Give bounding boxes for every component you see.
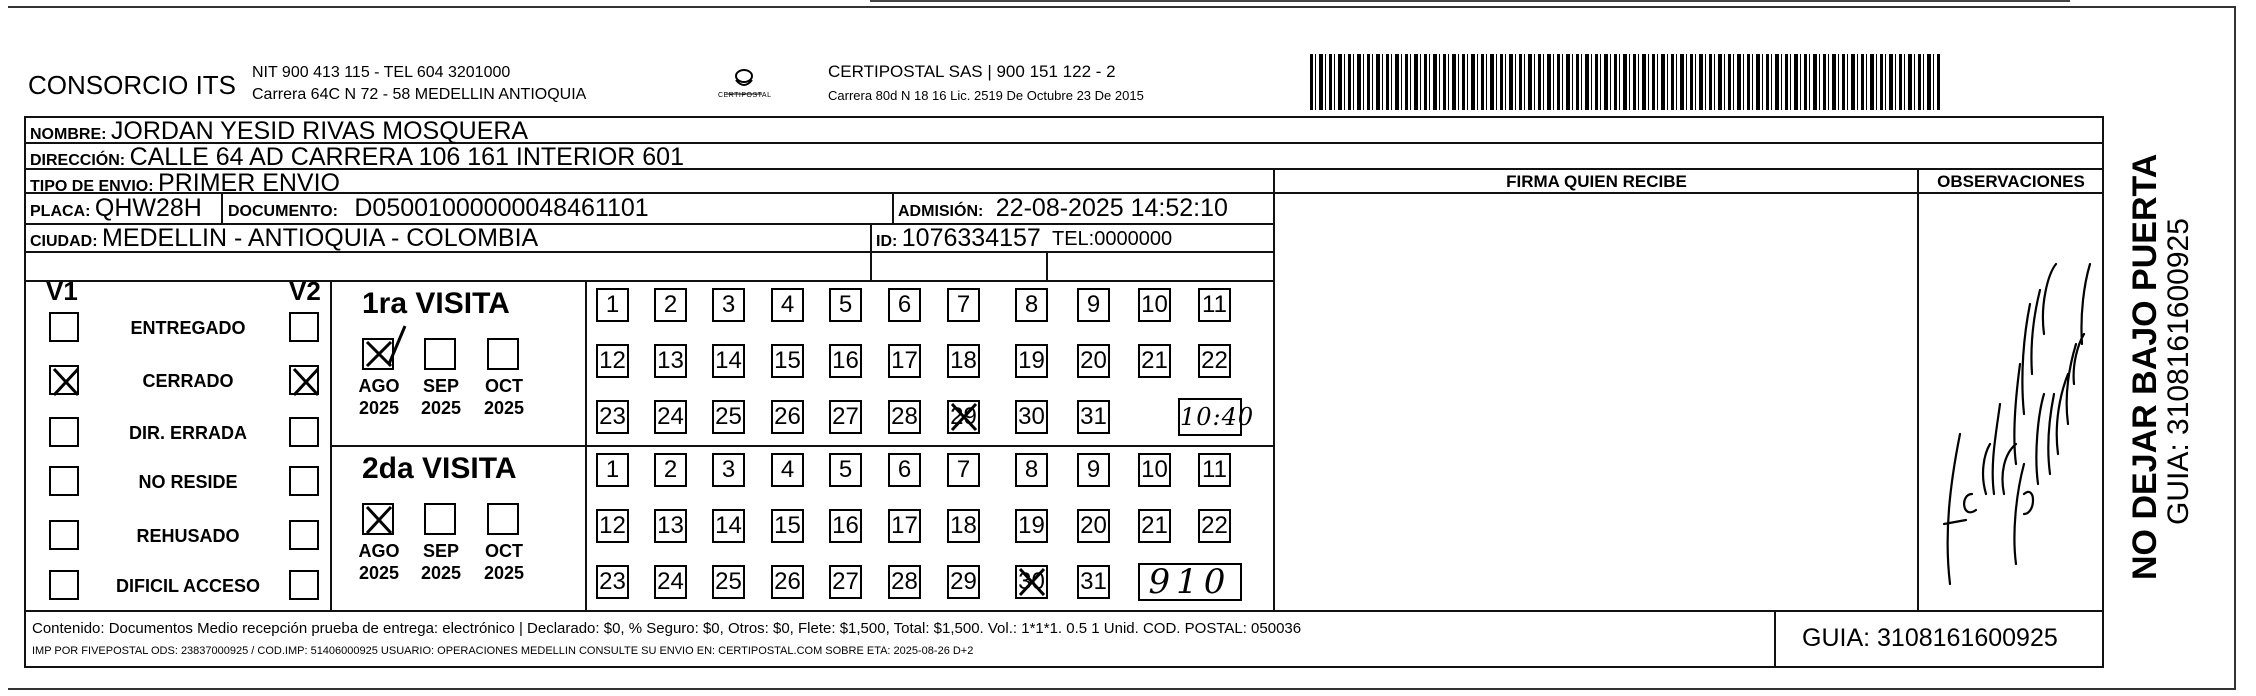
status-label: REHUSADO — [136, 526, 240, 546]
day-box[interactable] — [712, 453, 745, 487]
day-number: 3 — [721, 456, 736, 483]
day-number: 26 — [774, 568, 801, 595]
month-label: AGO — [358, 541, 400, 561]
day-number: 17 — [891, 512, 918, 539]
day-box[interactable] — [1015, 288, 1048, 322]
day-number: 22 — [1201, 347, 1228, 374]
day-box[interactable] — [829, 565, 862, 599]
visit-title: 1ra VISITA — [362, 287, 510, 320]
side-warning: NO DEJAR BAJO PUERTA — [2126, 153, 2164, 580]
signature-area[interactable] — [1276, 194, 1916, 610]
month-checkbox-sep[interactable] — [424, 338, 456, 370]
v2-checkbox[interactable] — [289, 365, 319, 395]
day-number: 3 — [721, 291, 736, 318]
observaciones-header: OBSERVACIONES — [1937, 172, 2085, 191]
day-box[interactable] — [888, 509, 921, 543]
day-number: 19 — [1018, 347, 1045, 374]
day-box[interactable] — [947, 453, 980, 487]
day-box[interactable] — [1077, 344, 1110, 378]
v1-checkbox[interactable] — [49, 312, 79, 342]
day-number: 23 — [599, 403, 626, 430]
day-number: 17 — [891, 347, 918, 374]
day-box[interactable] — [596, 344, 629, 378]
day-number: 12 — [599, 347, 626, 374]
day-number: 29 — [950, 403, 977, 430]
logo-text: CERTIPOSTAL — [718, 92, 772, 99]
day-number: 21 — [1141, 347, 1168, 374]
day-box[interactable] — [1077, 400, 1110, 434]
v2-checkbox[interactable] — [289, 570, 319, 600]
day-box[interactable] — [947, 565, 980, 599]
day-box[interactable] — [1077, 288, 1110, 322]
day-number: 9 — [1086, 456, 1101, 483]
month-label: OCT — [485, 541, 523, 561]
v2-checkbox[interactable] — [289, 520, 319, 550]
day-box[interactable] — [654, 509, 687, 543]
day-number: 4 — [780, 291, 795, 318]
day-number: 18 — [950, 512, 977, 539]
x-mark-icon — [288, 363, 324, 401]
day-box[interactable] — [712, 509, 745, 543]
day-number: 16 — [832, 347, 859, 374]
day-box[interactable] — [596, 453, 629, 487]
v1-checkbox[interactable] — [49, 417, 79, 447]
direccion-row — [30, 143, 684, 172]
id-label: ID: — [876, 233, 898, 250]
day-box[interactable] — [654, 565, 687, 599]
day-number: 26 — [774, 403, 801, 430]
day-number: 6 — [897, 291, 912, 318]
v2-checkbox[interactable] — [289, 312, 319, 342]
day-box[interactable] — [1138, 344, 1171, 378]
month-year: 2025 — [358, 398, 400, 418]
day-box[interactable] — [596, 288, 629, 322]
day-box[interactable] — [596, 400, 629, 434]
v1-checkbox[interactable] — [49, 365, 79, 395]
day-number: 20 — [1080, 512, 1107, 539]
day-number: 30 — [1018, 568, 1045, 595]
carrier-line1: CERTIPOSTAL SAS | 900 151 122 - 2 — [828, 62, 1116, 81]
month-year: 2025 — [483, 398, 525, 418]
day-number: 27 — [832, 403, 859, 430]
v1-header: V1 — [46, 276, 78, 306]
day-number: 1 — [605, 456, 620, 483]
firma-header: FIRMA QUIEN RECIBE — [1506, 172, 1687, 191]
day-box[interactable] — [829, 453, 862, 487]
status-label: DIFICIL ACCESO — [115, 576, 260, 596]
month-label: AGO — [358, 376, 400, 396]
day-box[interactable] — [1077, 453, 1110, 487]
day-box[interactable] — [654, 400, 687, 434]
day-box[interactable] — [654, 344, 687, 378]
checkmark-icon — [361, 324, 397, 374]
day-number: 21 — [1141, 512, 1168, 539]
day-number: 31 — [1080, 403, 1107, 430]
day-number: 18 — [950, 347, 977, 374]
day-box[interactable] — [829, 400, 862, 434]
day-box[interactable] — [771, 344, 804, 378]
side-guia: GUIA: 3108161600925 — [2162, 218, 2195, 525]
admision-value: 22-08-2025 14:52:10 — [995, 194, 1228, 222]
day-box[interactable] — [1138, 288, 1171, 322]
v2-checkbox[interactable] — [289, 466, 319, 496]
day-number: 8 — [1024, 291, 1039, 318]
day-box[interactable] — [654, 453, 687, 487]
day-number: 1 — [605, 291, 620, 318]
month-year: 2025 — [420, 398, 462, 418]
day-number: 24 — [657, 403, 684, 430]
placa-label: PLACA: — [30, 203, 91, 220]
day-box[interactable] — [654, 288, 687, 322]
day-box[interactable] — [1198, 288, 1231, 322]
day-number: 16 — [832, 512, 859, 539]
day-box[interactable] — [1198, 509, 1231, 543]
day-number: 22 — [1201, 512, 1228, 539]
footer-line2: IMP POR FIVEPOSTAL ODS: 23837000925 / COD.IMP: 51406000925 USUARIO: OPERACIONES MEDELLIN CONSULTE SU ENVIO EN: CERTIPOSTAL.COM SOBRE ETA: 2025-08-26 D+2 — [32, 645, 974, 657]
day-number: 31 — [1080, 568, 1107, 595]
day-box[interactable] — [829, 344, 862, 378]
tel-label: TEL: — [1052, 228, 1095, 250]
day-number: 10 — [1141, 291, 1168, 318]
day-number: 15 — [774, 512, 801, 539]
company-line1: NIT 900 413 115 - TEL 604 3201000 — [252, 64, 511, 81]
id-field — [876, 224, 1041, 253]
day-box[interactable] — [1138, 453, 1171, 487]
day-number: 7 — [956, 291, 971, 318]
day-box[interactable] — [947, 509, 980, 543]
barcode — [1310, 54, 1940, 110]
month-year: 2025 — [420, 563, 462, 583]
company-line2: Carrera 64C N 72 - 58 MEDELLIN ANTIOQUIA — [252, 86, 587, 103]
nombre-row — [30, 117, 528, 146]
admision-label: ADMISIÓN: — [898, 203, 984, 220]
day-number: 28 — [891, 568, 918, 595]
x-mark-icon — [946, 398, 982, 436]
day-box[interactable] — [1015, 344, 1048, 378]
day-box[interactable] — [947, 288, 980, 322]
day-number: 23 — [599, 568, 626, 595]
day-number: 5 — [838, 456, 853, 483]
day-box[interactable] — [771, 509, 804, 543]
tipo-label: TIPO DE ENVIO: — [30, 178, 154, 195]
observaciones-area[interactable] — [1920, 194, 2102, 610]
day-box[interactable] — [888, 400, 921, 434]
day-box[interactable] — [771, 400, 804, 434]
x-mark-icon — [48, 363, 84, 401]
day-box[interactable] — [1198, 453, 1231, 487]
ciudad-row — [30, 224, 538, 253]
day-number: 5 — [838, 291, 853, 318]
placa-value: QHW28H — [94, 194, 202, 222]
month-label: OCT — [485, 376, 523, 396]
day-number: 11 — [1202, 291, 1227, 318]
month-checkbox-ago[interactable] — [362, 503, 394, 535]
day-box[interactable] — [771, 565, 804, 599]
day-box[interactable] — [1077, 565, 1110, 599]
day-box[interactable] — [947, 400, 980, 434]
nombre-value: JORDAN YESID RIVAS MOSQUERA — [110, 117, 529, 145]
tipo-value: PRIMER ENVIO — [158, 169, 341, 197]
tel-value: 0000000 — [1094, 228, 1173, 250]
day-number: 24 — [657, 568, 684, 595]
day-box[interactable] — [1015, 400, 1048, 434]
day-number: 4 — [780, 456, 795, 483]
day-box[interactable] — [1138, 509, 1171, 543]
day-number: 20 — [1080, 347, 1107, 374]
day-number: 10 — [1141, 456, 1168, 483]
day-number: 25 — [715, 403, 742, 430]
day-number: 28 — [891, 403, 918, 430]
day-number: 2 — [663, 456, 678, 483]
nombre-label: NOMBRE: — [30, 126, 107, 143]
day-box[interactable] — [888, 344, 921, 378]
month-checkbox-sep[interactable] — [424, 503, 456, 535]
day-box[interactable] — [1015, 453, 1048, 487]
day-box[interactable] — [771, 288, 804, 322]
status-label: DIR. ERRADA — [128, 423, 247, 443]
visit-time-handwritten[interactable]: 10:40 — [1178, 398, 1242, 436]
v1-checkbox[interactable] — [49, 570, 79, 600]
day-number: 12 — [599, 512, 626, 539]
direccion-label: DIRECCIÓN: — [30, 152, 126, 169]
id-value: 1076334157 — [901, 224, 1041, 252]
v2-header: V2 — [289, 276, 321, 306]
day-number: 15 — [774, 347, 801, 374]
day-box[interactable] — [712, 400, 745, 434]
day-number: 29 — [950, 568, 977, 595]
day-number: 11 — [1202, 456, 1227, 483]
carrier-logo — [712, 64, 776, 104]
day-box[interactable] — [888, 565, 921, 599]
day-box[interactable] — [947, 344, 980, 378]
v1-checkbox[interactable] — [49, 520, 79, 550]
day-box[interactable] — [712, 344, 745, 378]
day-box[interactable] — [596, 565, 629, 599]
day-number: 13 — [657, 512, 684, 539]
day-number: 27 — [832, 568, 859, 595]
month-label: SEP — [422, 376, 460, 396]
status-label: ENTREGADO — [130, 318, 246, 338]
day-number: 30 — [1018, 403, 1045, 430]
day-box[interactable] — [829, 288, 862, 322]
status-label: CERRADO — [142, 371, 234, 391]
observaciones-handwriting — [1920, 194, 2102, 610]
documento-value: D05001000000048461101 — [354, 194, 649, 222]
day-box[interactable] — [1077, 509, 1110, 543]
footer-line1: Contenido: Documentos Medio recepción prueba de entrega: electrónico | Declarado: $0, % Seguro: $0, Otros: $0, Flete: $1,500, Total: $1,500. Vol.: 1*1*1. 0.5 1 Unid. COD. POSTAL: 050036 — [32, 620, 1302, 637]
day-box[interactable] — [712, 288, 745, 322]
top-fold-line — [870, 0, 2070, 2]
day-number: 2 — [663, 291, 678, 318]
month-checkbox-ago[interactable] — [362, 338, 394, 370]
x-mark-icon — [1014, 563, 1050, 601]
day-number: 6 — [897, 456, 912, 483]
ciudad-value: MEDELLIN - ANTIOQUIA - COLOMBIA — [102, 224, 539, 252]
day-box[interactable] — [1015, 509, 1048, 543]
month-checkbox-oct[interactable] — [487, 503, 519, 535]
tel-field — [1052, 228, 1172, 251]
placa-field — [30, 194, 202, 223]
v2-checkbox[interactable] — [289, 417, 319, 447]
month-year: 2025 — [358, 563, 400, 583]
day-number: 14 — [715, 512, 742, 539]
visit-time-handwritten[interactable]: 910 — [1138, 563, 1242, 601]
carrier-line2: Carrera 80d N 18 16 Lic. 2519 De Octubre 23 De 2015 — [828, 88, 1144, 103]
day-box[interactable] — [1198, 344, 1231, 378]
day-box[interactable] — [596, 509, 629, 543]
day-number: 7 — [956, 456, 971, 483]
documento-field — [228, 194, 649, 223]
documento-label: DOCUMENTO: — [228, 203, 338, 220]
status-label: NO RESIDE — [138, 472, 238, 492]
day-box[interactable] — [1015, 565, 1048, 599]
day-number: 14 — [715, 347, 742, 374]
month-year: 2025 — [483, 563, 525, 583]
day-box[interactable] — [829, 509, 862, 543]
ciudad-label: CIUDAD: — [30, 233, 98, 250]
x-mark-icon — [361, 501, 397, 539]
footer-guia: GUIA: 3108161600925 — [1802, 624, 2058, 652]
day-number: 19 — [1018, 512, 1045, 539]
day-number: 25 — [715, 568, 742, 595]
day-number: 9 — [1086, 291, 1101, 318]
month-checkbox-oct[interactable] — [487, 338, 519, 370]
visit-title: 2da VISITA — [362, 452, 517, 485]
day-box[interactable] — [888, 453, 921, 487]
direccion-value: CALLE 64 AD CARRERA 106 161 INTERIOR 601 — [129, 143, 684, 171]
v1-checkbox[interactable] — [49, 466, 79, 496]
company-name: CONSORCIO ITS — [28, 70, 237, 100]
day-number: 13 — [657, 347, 684, 374]
month-label: SEP — [422, 541, 460, 561]
admision-field — [898, 194, 1228, 223]
day-number: 8 — [1024, 456, 1039, 483]
day-box[interactable] — [888, 288, 921, 322]
day-box[interactable] — [771, 453, 804, 487]
day-box[interactable] — [712, 565, 745, 599]
